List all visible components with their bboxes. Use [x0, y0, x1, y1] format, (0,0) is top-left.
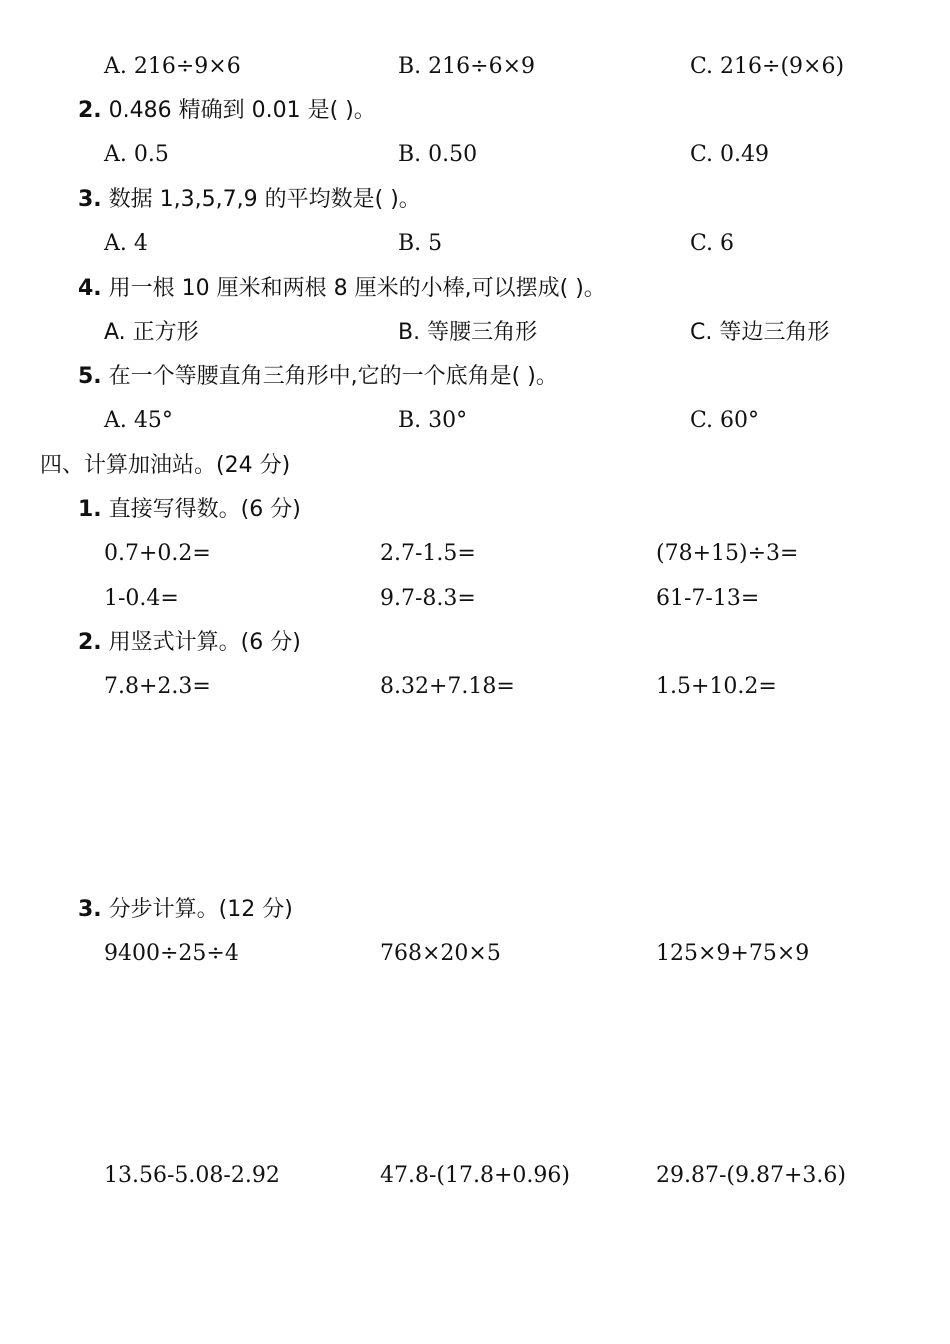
part-number: 2. [78, 630, 102, 655]
q4-option-b: B. 等腰三角形 [398, 320, 538, 345]
part-3-heading [78, 895, 293, 925]
question-number: 2. [78, 98, 102, 123]
part-number: 3. [78, 897, 102, 922]
q4-option-a: A. 正方形 [104, 320, 199, 345]
question-5 [78, 362, 558, 392]
question-number: 3. [78, 187, 102, 212]
oral-calc-item: 9.7-8.3= [380, 586, 476, 611]
question-3 [78, 185, 421, 215]
part-title: 直接写得数。(6 分) [108, 497, 301, 522]
step-calc-item: 13.56-5.08-2.92 [104, 1163, 280, 1188]
step-calc-item: 125×9+75×9 [656, 941, 810, 966]
step-calc-item: 768×20×5 [380, 941, 501, 966]
question-2 [78, 96, 376, 126]
step-calc-item: 29.87-(9.87+3.6) [656, 1163, 846, 1188]
part-2-heading [78, 628, 301, 658]
question-text: 在一个等腰直角三角形中,它的一个底角是( )。 [108, 364, 558, 389]
q3-option-a: A. 4 [104, 231, 148, 256]
oral-calc-item: 2.7-1.5= [380, 541, 476, 566]
q3-option-b: B. 5 [398, 231, 443, 256]
q2-option-b: B. 0.50 [398, 142, 478, 167]
oral-calc-item: 61-7-13= [656, 586, 760, 611]
part-1-heading [78, 495, 301, 525]
q5-option-c: C. 60° [690, 408, 760, 433]
q4-option-c: C. 等边三角形 [690, 320, 830, 345]
q5-option-b: B. 30° [398, 408, 468, 433]
part-title: 用竖式计算。(6 分) [108, 630, 301, 655]
oral-calc-item: (78+15)÷3= [656, 541, 799, 566]
oral-calc-item: 0.7+0.2= [104, 541, 211, 566]
q2-option-a: A. 0.5 [104, 142, 169, 167]
question-text: 0.486 精确到 0.01 是( )。 [108, 98, 376, 123]
step-calc-item: 47.8-(17.8+0.96) [380, 1163, 570, 1188]
oral-calc-item: 1-0.4= [104, 586, 179, 611]
question-number: 5. [78, 364, 102, 389]
section-4-title: 四、计算加油站。(24 分) [40, 453, 291, 478]
q5-option-a: A. 45° [104, 408, 173, 433]
vertical-calc-item: 1.5+10.2= [656, 674, 777, 699]
question-4 [78, 274, 606, 304]
q1-option-a: A. 216÷9×6 [104, 54, 241, 79]
part-number: 1. [78, 497, 102, 522]
question-text: 用一根 10 厘米和两根 8 厘米的小棒,可以摆成( )。 [108, 276, 606, 301]
q2-option-c: C. 0.49 [690, 142, 770, 167]
part-title: 分步计算。(12 分) [108, 897, 293, 922]
q1-option-c: C. 216÷(9×6) [690, 54, 845, 79]
vertical-calc-item: 8.32+7.18= [380, 674, 515, 699]
step-calc-item: 9400÷25÷4 [104, 941, 239, 966]
question-number: 4. [78, 276, 102, 301]
vertical-calc-item: 7.8+2.3= [104, 674, 211, 699]
question-text: 数据 1,3,5,7,9 的平均数是( )。 [108, 187, 421, 212]
q3-option-c: C. 6 [690, 231, 735, 256]
q1-option-b: B. 216÷6×9 [398, 54, 536, 79]
